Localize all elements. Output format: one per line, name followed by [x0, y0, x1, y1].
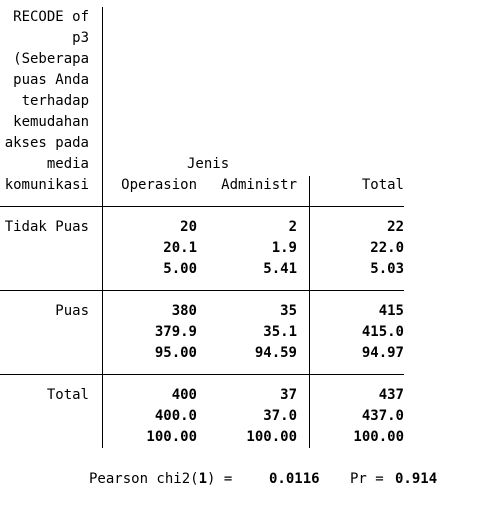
col-variable-label: Jenis	[187, 156, 230, 172]
chi2-value: 0.0116	[269, 471, 320, 487]
cell: 5.00	[163, 261, 197, 277]
cell: 94.97	[361, 345, 404, 361]
cell: 100.00	[246, 429, 297, 445]
cell: 400	[171, 387, 197, 403]
row-label-tidak-puas: Tidak Puas	[4, 219, 89, 235]
cell: 379.9	[154, 324, 197, 340]
col-header-administr: Administr	[221, 177, 297, 193]
p-value: 0.914	[395, 471, 438, 487]
row-label-line: komunikasi	[4, 177, 89, 193]
row-label-total: Total	[46, 387, 89, 403]
row-label-line: kemudahan	[13, 114, 89, 130]
row-label-line: RECODE of	[13, 9, 89, 25]
cell: 37.0	[263, 408, 297, 424]
cell: 22	[387, 219, 404, 235]
row-label-line: akses pada	[4, 135, 89, 151]
row-label-puas: Puas	[55, 303, 89, 319]
cell: 437	[378, 387, 404, 403]
cell: 437.0	[361, 408, 404, 424]
cell: 20	[180, 219, 197, 235]
row-label-line: terhadap	[21, 93, 89, 109]
col-header-total: Total	[361, 177, 404, 193]
p-value-label: Pr =	[350, 471, 384, 487]
cell: 37	[280, 387, 297, 403]
row-label-line: (Seberapa	[13, 51, 89, 67]
cell: 415	[378, 303, 404, 319]
cell: 35	[280, 303, 297, 319]
row-label-line: p3	[72, 30, 89, 46]
chi2-statistic	[89, 469, 232, 490]
chi2-label-close: ) =	[207, 471, 233, 487]
cell: 100.00	[353, 429, 404, 445]
cell: 400.0	[154, 408, 197, 424]
cell: 35.1	[263, 324, 297, 340]
cell: 5.41	[263, 261, 297, 277]
cell: 5.03	[370, 261, 404, 277]
row-label-line: media	[46, 156, 89, 172]
cell: 2	[288, 219, 297, 235]
cell: 1.9	[271, 240, 297, 256]
cell: 94.59	[254, 345, 297, 361]
chi2-label: Pearson chi2(	[89, 471, 199, 487]
header-rule	[0, 206, 404, 207]
cell: 380	[171, 303, 197, 319]
cell: 415.0	[361, 324, 404, 340]
chi2-df: 1	[198, 471, 208, 487]
row-separator	[0, 374, 404, 375]
row-separator	[0, 290, 404, 291]
cell: 95.00	[154, 345, 197, 361]
total-column-divider	[309, 176, 310, 448]
row-label-divider	[102, 7, 103, 448]
cell: 20.1	[163, 240, 197, 256]
cell: 100.00	[146, 429, 197, 445]
col-header-operasion: Operasion	[121, 177, 197, 193]
row-label-line: puas Anda	[13, 72, 89, 88]
cell: 22.0	[370, 240, 404, 256]
